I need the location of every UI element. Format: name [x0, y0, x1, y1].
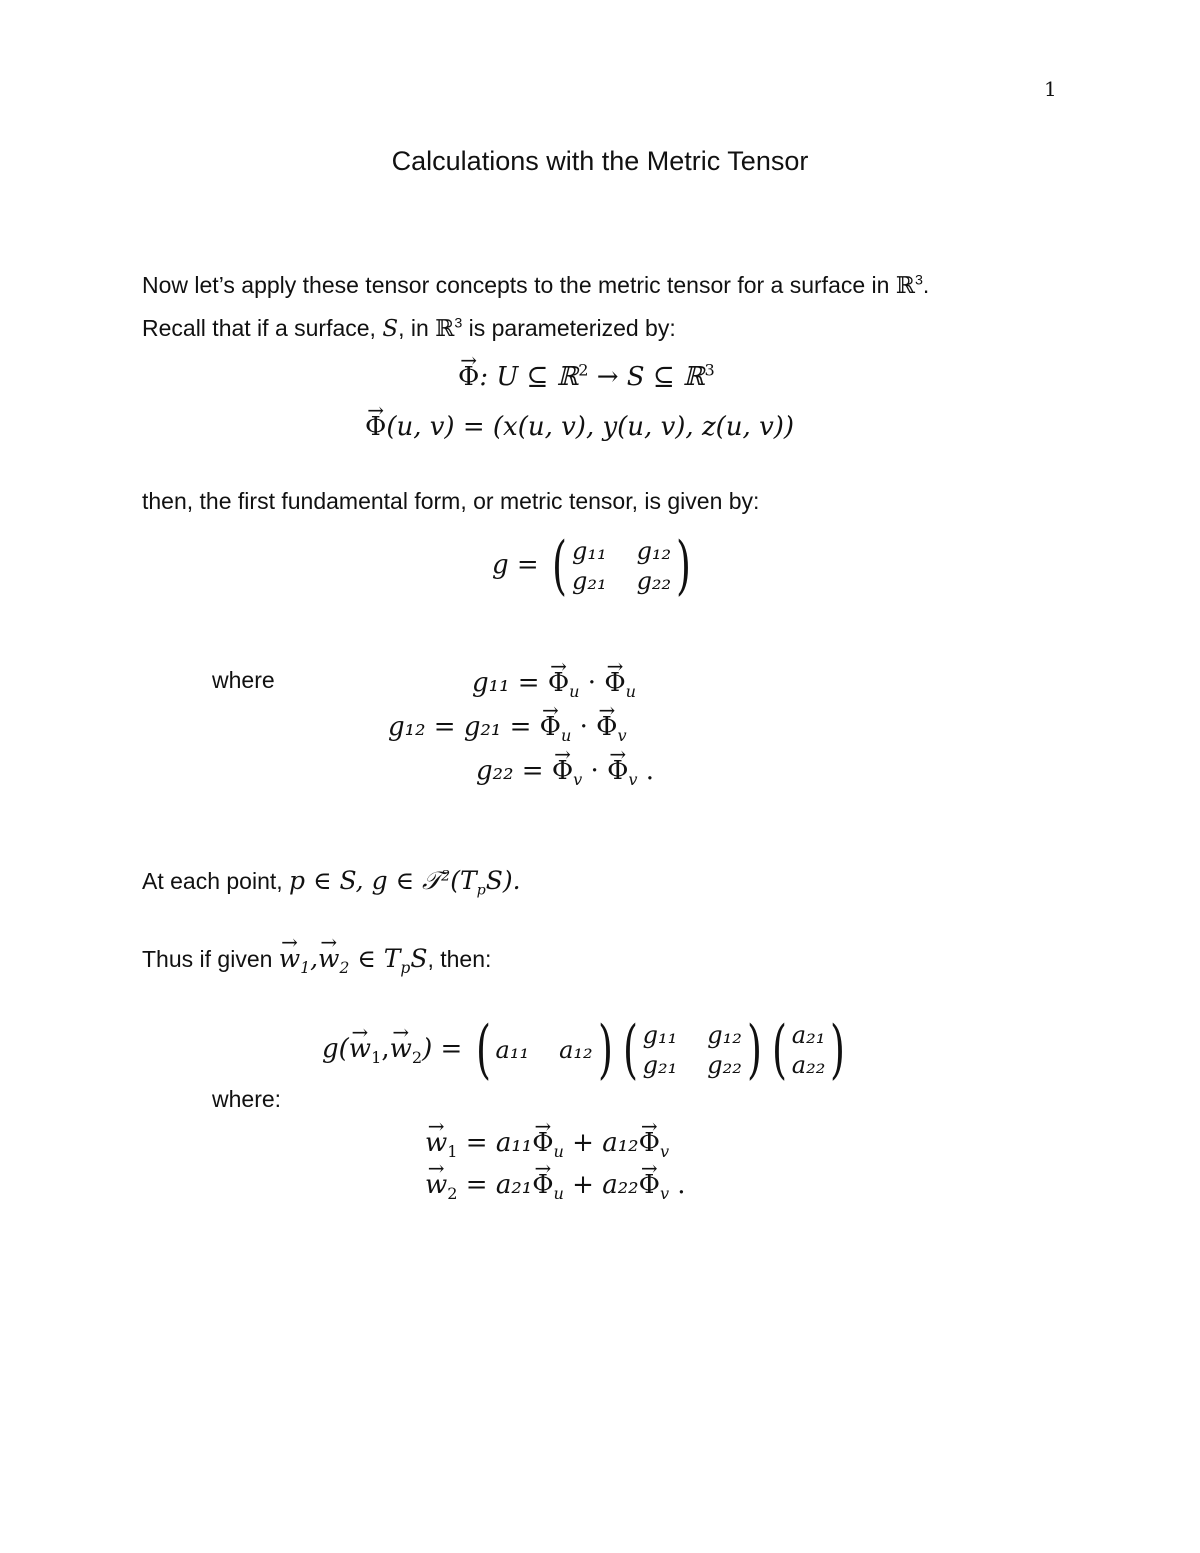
cell-g12: g₁₂ — [707, 1021, 742, 1049]
equals-sign: = — [513, 756, 552, 786]
equals-sign: = — [432, 1034, 471, 1064]
metric-matrix — [547, 529, 696, 603]
g11-term: g₁₁ — [472, 668, 510, 698]
matrix-cells — [643, 1020, 742, 1080]
phi-vector: → Φ — [596, 710, 617, 744]
cell-a11: a₁₁ — [495, 1036, 530, 1064]
left-paren: ( — [622, 1013, 638, 1087]
recall-text-a: Recall that if a surface, — [142, 315, 383, 341]
equals-sign: = — [425, 712, 464, 742]
w-vector: → w — [425, 1168, 447, 1202]
cell-a22: a₂₂ — [791, 1051, 826, 1079]
surface-symbol: S — [382, 316, 399, 342]
subscript-u: u — [625, 682, 637, 702]
cell-g12: g₁₂ — [636, 537, 672, 565]
map-equation — [458, 360, 715, 394]
cell-a12: a₁₂ — [559, 1036, 593, 1064]
w-vector: → w — [349, 1032, 371, 1066]
right-paren: ) — [746, 1013, 762, 1087]
w1-definition: → $w_1 = a_{11}\to \Phi_u + a_{12}\to \Phi_v$ — [425, 1126, 669, 1160]
page-title: Calculations with the Metric Tensor — [391, 146, 809, 176]
phi-vector: → Φ — [548, 666, 569, 700]
recall-text-c: is parameterized by: — [462, 315, 676, 341]
cell-g22: g₂₂ — [707, 1051, 742, 1079]
g22-term: g₂₂ — [476, 756, 514, 786]
at-each-point-line — [142, 866, 521, 899]
equals-sign: = — [457, 1128, 496, 1158]
subscript-v: v — [617, 726, 627, 746]
real-numbers-symbol: ℝ — [435, 316, 455, 342]
where-label: where — [212, 667, 275, 693]
g-symbol: g — [492, 550, 509, 580]
subscript-v: v — [659, 1184, 670, 1204]
column-vector — [767, 1013, 851, 1087]
thus-text-b: , then: — [427, 946, 492, 972]
phi-vector: → Φ — [532, 1168, 553, 1202]
tangent-space-math: (T — [450, 866, 477, 895]
phi-vector: → Φ — [604, 666, 625, 700]
right-paren: ) — [597, 1013, 613, 1087]
page-number: 1 — [1044, 77, 1057, 101]
cell-g21: g₂₁ — [642, 1051, 678, 1079]
subscript-u: u — [569, 682, 580, 702]
phi-vector: → Φ — [458, 360, 479, 394]
comma: , — [310, 944, 319, 973]
phi-vector: → Φ — [639, 1168, 660, 1202]
phi-vector: → Φ — [607, 754, 628, 788]
dot-operator: · — [582, 756, 608, 786]
subscript-u: u — [560, 726, 572, 746]
intro-text: Now let’s apply these tensor concepts to the metric tensor for a surface in — [142, 272, 896, 298]
dot-operator: · — [571, 712, 597, 742]
left-paren: ( — [475, 1013, 491, 1087]
exponent: 2 — [441, 868, 451, 885]
phi-vector: → Φ — [532, 1126, 553, 1160]
a12-term: a₁₂ — [602, 1128, 639, 1158]
subscript-v: v — [628, 770, 638, 790]
recall-line — [142, 313, 676, 344]
recall-text-b: , in — [398, 315, 436, 341]
equals-sign: = — [509, 668, 548, 698]
intro-line — [142, 270, 929, 301]
equals-sign: = — [457, 1170, 496, 1200]
thus-text-a: Thus if given — [142, 946, 279, 972]
g12-definition — [388, 710, 627, 744]
w-vector: → w — [425, 1126, 447, 1160]
period: . — [637, 756, 655, 786]
period: . — [922, 272, 930, 298]
tangent-space-end: S). — [485, 866, 521, 895]
left-paren: ( — [771, 1013, 787, 1087]
metric-matrix — [618, 1013, 767, 1087]
period: . — [669, 1170, 686, 1200]
g21-term: g₂₁ — [463, 712, 502, 742]
exponent: 3 — [454, 315, 463, 332]
where2-label: where: — [212, 1086, 282, 1112]
cell-g11: g₁₁ — [642, 1021, 678, 1049]
g22-definition — [476, 754, 654, 788]
exponent: 3 — [914, 272, 923, 289]
map-codomain: → S ⊆ ℝ — [588, 362, 705, 392]
a11-term: a₁₁ — [495, 1128, 533, 1158]
exponent: 2 — [578, 360, 589, 380]
g12-term: g₁₂ — [388, 712, 426, 742]
plus-sign: + — [563, 1128, 603, 1158]
parameterization-equation — [365, 410, 794, 444]
row-cells — [496, 1035, 593, 1065]
exponent: 3 — [704, 360, 715, 380]
phi-vector: → Φ — [365, 410, 386, 444]
phi-vector: → Φ — [552, 754, 573, 788]
a21-term: a₂₁ — [495, 1170, 533, 1200]
metric-matrix-equation — [492, 529, 696, 603]
w-vector: → w — [390, 1032, 412, 1066]
left-paren: ( — [551, 529, 567, 603]
parameterization-rhs: (u, v) = (x(u, v), y(u, v), z(u, v)) — [386, 412, 795, 442]
map-domain: : U ⊆ ℝ — [479, 362, 579, 392]
cell-a21: a₂₁ — [791, 1021, 826, 1049]
bilinear-form-equation: $g(\to w_1,\to w_2)$ = ( a₁₁ a₁₂ ) ( g₁₁ g₁₂ g₂₁ g₂₂ ) ( a₂₁ a₂₂ ) — [322, 1018, 850, 1082]
cell-g11: g₁₁ — [571, 537, 607, 565]
phi-vector: → Φ — [639, 1126, 660, 1160]
membership-math: p ∈ S, g ∈ 𝒯 — [289, 866, 442, 895]
w-vector: → w — [279, 944, 300, 974]
equals-sign: = — [501, 712, 540, 742]
row-vector — [471, 1013, 618, 1087]
column-cells — [792, 1020, 826, 1080]
comma: , — [381, 1034, 390, 1064]
phi-vector: → Φ — [540, 710, 561, 744]
thus-line: Thus if given → $w_1,\to w_2$ ∈ $T_pS$, then: — [142, 944, 491, 974]
matrix-cells — [572, 536, 671, 596]
subscript-p: p — [476, 882, 486, 899]
cell-g22: g₂₂ — [636, 567, 672, 595]
dot-operator: · — [579, 668, 605, 698]
right-paren: ) — [676, 529, 692, 603]
real-numbers-symbol: ℝ — [895, 273, 915, 299]
subscript-u: u — [553, 1142, 564, 1162]
at-each-text: At each point, — [142, 868, 290, 894]
a22-term: a₂₂ — [602, 1170, 639, 1200]
subscript-v: v — [659, 1142, 670, 1162]
w-vector: → w — [318, 944, 339, 974]
w2-definition: → $w_2 = a_{21}\to \Phi_u + a_{22}\to \Phi_v$ . — [425, 1168, 686, 1202]
equals-sign: = — [508, 550, 547, 580]
subscript-u: u — [553, 1184, 564, 1204]
right-paren: ) — [830, 1013, 846, 1087]
plus-sign: + — [563, 1170, 603, 1200]
subscript-v: v — [573, 770, 583, 790]
then-line: then, the first fundamental form, or metric tensor, is given by: — [142, 488, 760, 514]
cell-g21: g₂₁ — [571, 567, 607, 595]
